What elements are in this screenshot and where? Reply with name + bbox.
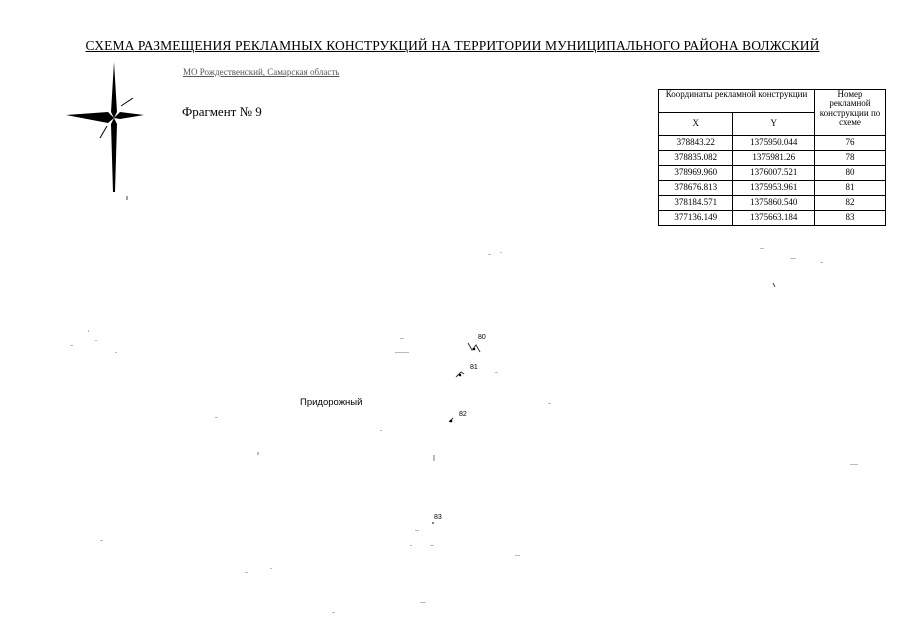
number-cell: 76 (815, 136, 886, 151)
marker-label-83: 83 (434, 514, 442, 521)
x-cell: 378843.22 (659, 136, 733, 151)
faded-map-speckles (70, 248, 858, 613)
number-cell: 81 (815, 181, 886, 196)
fragment-number: Фрагмент № 9 (182, 104, 262, 119)
sign-marker-80 (468, 343, 480, 352)
number-header: Номер рекламной конструкции по схеме (815, 90, 886, 136)
number-cell: 80 (815, 166, 886, 181)
coordinates-header: Координаты рекламной конструкции (659, 90, 815, 113)
y-cell: 1375950.044 (733, 136, 815, 151)
y-cell: 1375981.26 (733, 151, 815, 166)
number-cell: 78 (815, 151, 886, 166)
x-cell: 378676.813 (659, 181, 733, 196)
number-cell: 83 (815, 211, 886, 226)
x-cell: 378835.082 (659, 151, 733, 166)
sign-marker-82 (449, 418, 453, 422)
y-cell: 1375953.961 (733, 181, 815, 196)
map-title: СХЕМА РАЗМЕЩЕНИЯ РЕКЛАМНЫХ КОНСТРУКЦИЙ НА ТЕРРИТОРИИ МУНИЦИПАЛЬНОГО РАЙОНА ВОЛЖСКИЙ (85, 38, 820, 53)
x-cell: 378184.571 (659, 196, 733, 211)
y-cell: 1375860.540 (733, 196, 815, 211)
x-header: X (659, 113, 733, 136)
map-subtitle: МО Рождественский, Самарская область (183, 67, 340, 77)
marker-label-81: 81 (470, 364, 478, 371)
marker-label-82: 82 (459, 411, 467, 418)
y-cell: 1375663.184 (733, 211, 815, 226)
sign-marker-83 (432, 522, 434, 524)
x-cell: 378969.960 (659, 166, 733, 181)
y-cell: 1376007.521 (733, 166, 815, 181)
settlement-name: Придорожный (300, 397, 363, 408)
x-cell: 377136.149 (659, 211, 733, 226)
y-header: Y (733, 113, 815, 136)
number-cell: 82 (815, 196, 886, 211)
marker-label-80: 80 (478, 334, 486, 341)
sign-marker-81 (456, 372, 464, 377)
